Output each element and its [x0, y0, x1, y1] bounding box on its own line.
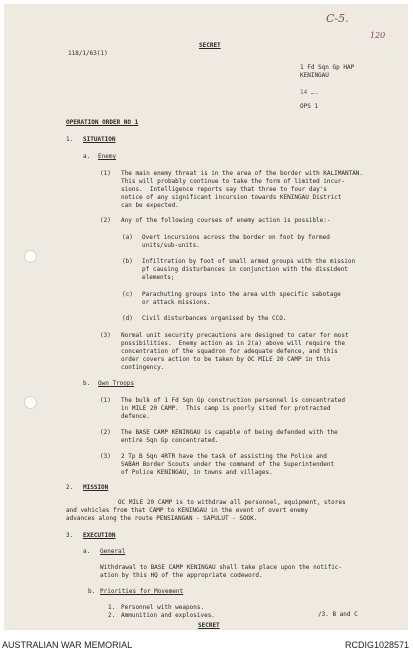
section-number: 2. — [66, 484, 74, 491]
classification-footer: SECRET — [198, 622, 220, 629]
punch-hole — [24, 250, 37, 263]
paragraph: Infiltration by foot of small armed groups with the mission pf causing disturbances in conjunction with the dissident elements; — [142, 258, 356, 281]
item-letter: (a) — [122, 234, 133, 241]
paragraph: Overt incursions across the border on foot by formed units/sub-units. — [142, 234, 330, 249]
hq-line: 1 Fd Sqn Gp HAP — [300, 64, 355, 71]
archive-footer — [0, 636, 413, 654]
punch-hole — [24, 396, 37, 409]
list-item: Ammunition and explosives. — [121, 612, 215, 619]
hq-line: OPS 1 — [300, 103, 319, 110]
archive-name: AUSTRALIAN WAR MEMORIAL — [2, 640, 133, 650]
subsection-letter: a. — [83, 548, 91, 555]
paragraph: The bulk of 1 Fd Sqn Gp construction personnel is concentrated in MILE 20 CAMP. This camp is poorly sited for protracted defence. — [121, 397, 345, 420]
subsection-title: Enemy — [98, 153, 117, 160]
list-number: 2. — [108, 612, 116, 619]
paragraph: The BASE CAMP KENINGAU is capable of being defended with the entire Sqn Gp concentrated. — [121, 429, 338, 444]
file-reference: 118/1/63(1) — [68, 50, 108, 57]
hq-line: 14 …. — [300, 89, 319, 96]
para-number: (3) — [100, 453, 111, 460]
paragraph: Civil disturbances organised by the CCO. — [142, 315, 287, 322]
archive-id: RCDIG1028571 — [344, 640, 409, 650]
item-letter: (d) — [122, 315, 133, 322]
handwritten-ref: C-5. — [326, 12, 349, 25]
paragraph: The main enemy threat is in the area of the border with KALIMANTAN. This will probably continue to take the form of limited incur- sions. Intelligence reports say that three to four day's notice of any significant incursion towards KENINGAU District can be expected. — [121, 170, 364, 209]
document-page — [4, 4, 408, 630]
section-title: SITUATION — [83, 136, 116, 143]
para-number: (1) — [100, 397, 111, 404]
item-letter: (b) — [122, 258, 133, 265]
classification-header: SECRET — [199, 42, 221, 49]
handwritten-number: 120 — [370, 31, 386, 40]
para-number: (3) — [100, 332, 111, 339]
item-letter: (c) — [122, 291, 133, 298]
paragraph: 2 Tp B Sqn 4RTR have the task of assisting the Police and SABAH Border Scouts under the command of the Superintendent of Police KENINGAU, in towns and villages. — [121, 453, 335, 476]
paragraph: OC MILE 20 CAMP is to withdraw all personnel, equipment, stores and vehicles from that CAMP to KENINGAU in the event of overt enemy advances along the route PENSIANGAN - SAPULUT - SOOK. — [66, 499, 346, 522]
section-title: MISSION — [83, 484, 109, 491]
para-number: (2) — [100, 217, 111, 224]
section-number: 1. — [66, 136, 74, 143]
para-number: (2) — [100, 429, 111, 436]
paragraph: Parachuting groups into the area with specific sabotage or attack missions. — [142, 291, 341, 306]
continuation-note: /3. B and C — [318, 611, 358, 618]
subsection-title: Own Troops — [98, 380, 135, 387]
paragraph: Any of the following courses of enemy action is possible:- — [121, 217, 331, 224]
subsection-letter: b. — [83, 380, 91, 387]
subsection-letter: a. — [83, 153, 91, 160]
list-item: Personnel with weapons. — [121, 604, 205, 611]
subsection-title: Priorities for Movement — [100, 588, 184, 595]
subsection-title: General — [100, 548, 126, 555]
subsection-letter: b. — [88, 588, 96, 595]
list-number: 1. — [108, 604, 116, 611]
section-number: 3. — [66, 532, 74, 539]
para-number: (1) — [100, 170, 111, 177]
section-title: EXECUTION — [83, 532, 116, 539]
hq-line: KENINGAU — [300, 72, 329, 79]
paragraph: Normal unit security precautions are designed to cater for most possibilities. Enemy action as in 2(a) above will require the concentration of the squadron for adequate defence, and this order covers action to be taken by OC MILE 20 CAMP in this contingency. — [121, 332, 349, 371]
order-title: OPERATION ORDER NO 1 — [66, 119, 139, 126]
paragraph: Withdrawal to BASE CAMP KENINGAU shall take place upon the notific- ation by this HQ of the appropriate codeword. — [100, 564, 343, 579]
